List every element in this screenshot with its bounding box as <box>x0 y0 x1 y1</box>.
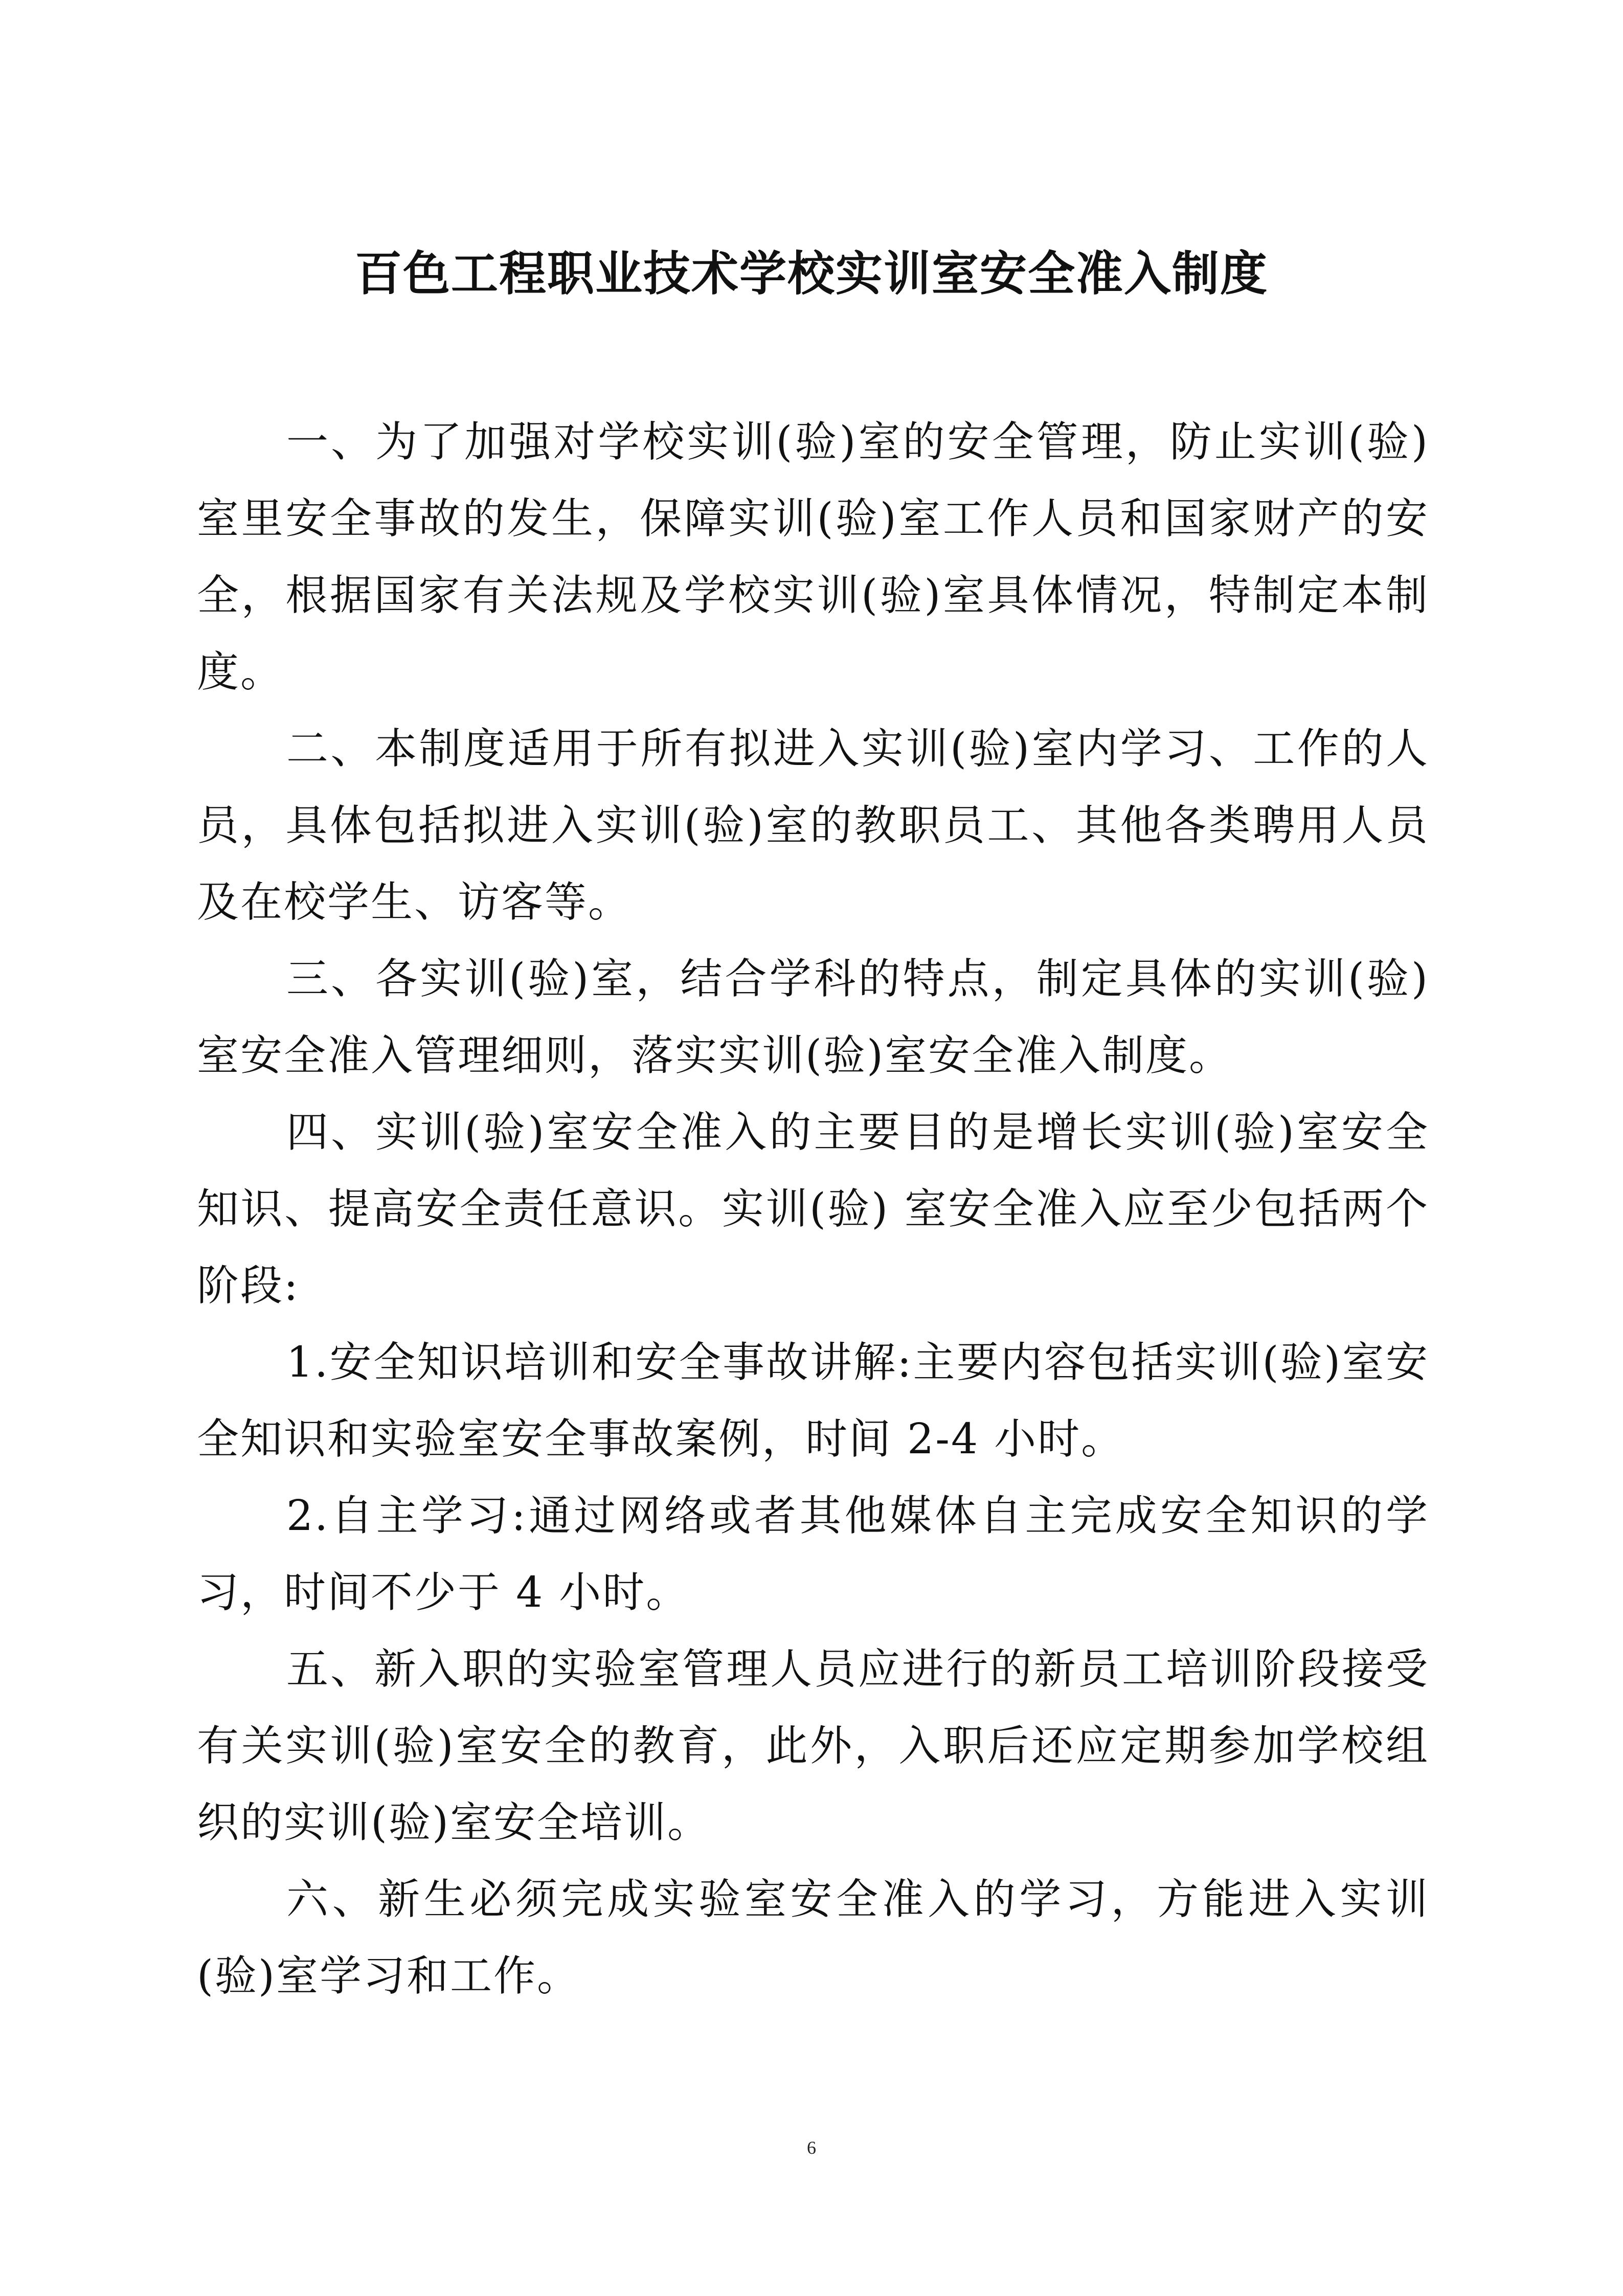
paragraph-5: 五、新入职的实验室管理人员应进行的新员工培训阶段接受有关实训(验)室安全的教育，此外，入职后还应定期参加学校组织的实训(验)室安全培训。 <box>197 1645 1429 1847</box>
paragraph-3: 三、各实训(验)室，结合学科的特点，制定具体的实训(验)室安全准入管理细则，落实实训(验)室安全准入制度。 <box>197 955 1429 1080</box>
paragraph-4-item-2: 2.自主学习:通过网络或者其他媒体自主完成安全知识的学习，时间不少于 4 小时。 <box>197 1492 1429 1617</box>
document-title: 百色工程职业技术学校实训室安全准入制度 <box>354 246 1268 301</box>
page-number: 6 <box>807 2137 816 2158</box>
paragraph-6: 六、新生必须完成实验室安全准入的学习，方能进入实训(验)室学习和工作。 <box>197 1875 1429 2000</box>
paragraph-1: 一、为了加强对学校实训(验)室的安全管理，防止实训(验)室里安全事故的发生，保障实训(验)室工作人员和国家财产的安全，根据国家有关法规及学校实训(验)室具体情况，特制定本制度。 <box>197 418 1429 696</box>
paragraph-4: 四、实训(验)室安全准入的主要目的是增长实训(验)室安全知识、提高安全责任意识。实训(验) 室安全准入应至少包括两个阶段: <box>197 1108 1429 1310</box>
paragraph-4-item-1: 1.安全知识培训和安全事故讲解:主要内容包括实训(验)室安全知识和实验室安全事故案例，时间 2-4 小时。 <box>197 1338 1429 1464</box>
document-body <box>197 404 1429 2015</box>
paragraph-2: 二、本制度适用于所有拟进入实训(验)室内学习、工作的人员，具体包括拟进入实训(验)室的教职员工、其他各类聘用人员及在校学生、访客等。 <box>197 725 1429 927</box>
